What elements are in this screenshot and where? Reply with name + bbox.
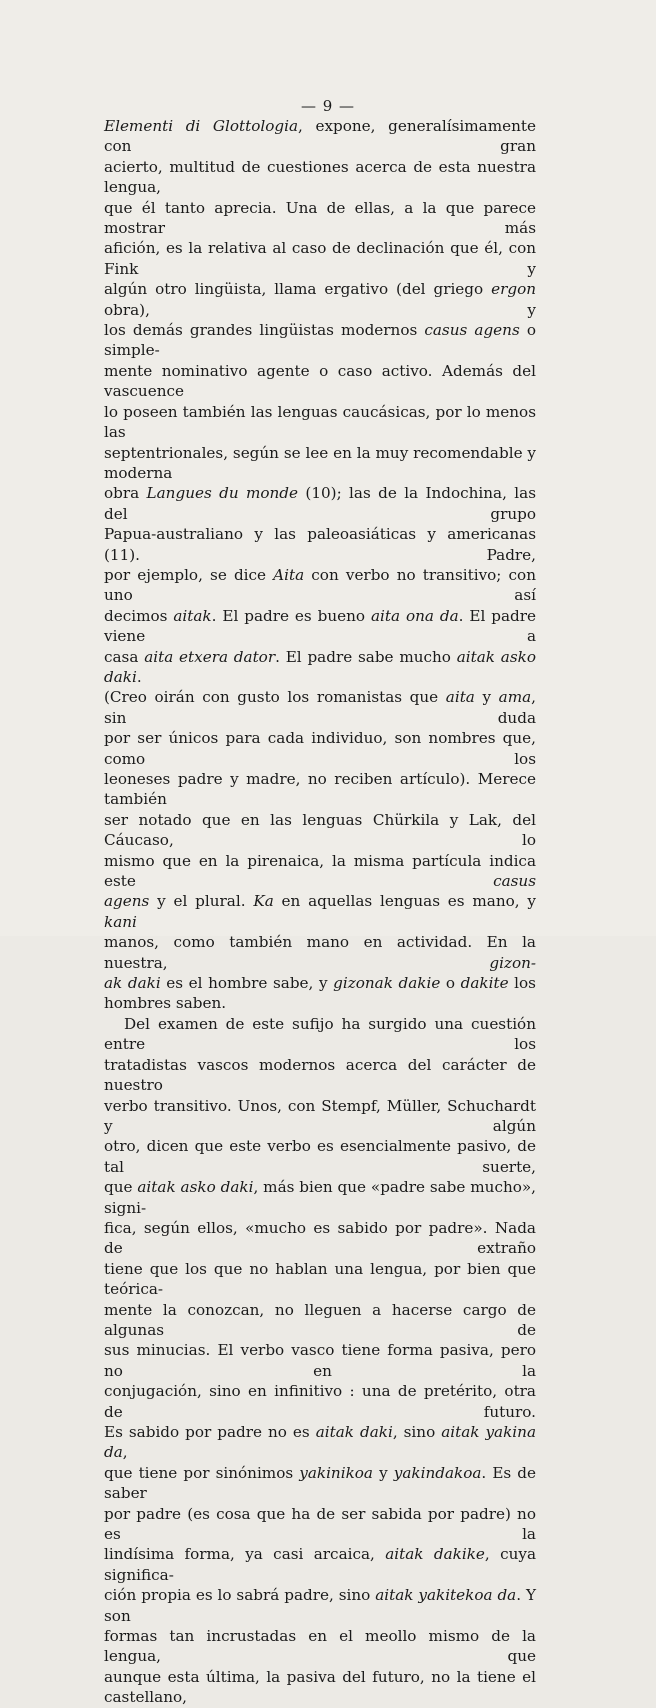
text-run: leoneses padre y madre, no reciben artículo). Merece también (104, 770, 536, 809)
text-run: , sino (392, 1423, 442, 1441)
text-run: conjugación, sino en infinitivo : una de pretérito, otra de futuro. (104, 1382, 536, 1421)
text-run: . El padre sabe mucho (275, 647, 457, 666)
italic-term: ergon (491, 280, 536, 299)
text-run: con verbo no transitivo; con uno así (104, 565, 536, 605)
text-run: otro, dicen que este verbo es esencialmente pasivo, de tal suerte, (104, 1137, 536, 1176)
text-line (104, 606, 536, 647)
text-line (104, 402, 536, 443)
text-run: sus minucias. El verbo vasco tiene forma pasiva, pero no en la (104, 1341, 536, 1380)
text-run: . El padre viene a (104, 606, 536, 646)
text-run: por ejemplo, se dice (104, 565, 274, 584)
text-line (104, 1300, 536, 1341)
text-run: en aquellas lenguas es mano, y (273, 892, 536, 911)
italic-term: dakite (460, 974, 509, 993)
text-run: (10); las de la Indochina, las del grupo (104, 484, 536, 523)
text-run: lo poseen también las lenguas caucásicas, por lo menos las (104, 402, 536, 442)
text-run: fica, según ellos, «mucho es sabido por padre». Nada de extraño (104, 1218, 536, 1258)
text-run: lindísima forma, ya casi arcaica, (104, 1545, 386, 1564)
text-run: los (508, 974, 536, 993)
text-line (104, 1667, 536, 1708)
italic-term: aitak daki (315, 1423, 393, 1441)
text-run: decimos (104, 606, 174, 625)
italic-term: aitak (173, 606, 212, 625)
text-run: obra), y (104, 300, 536, 319)
text-run: por padre (es cosa que ha de ser sabida por padre) no es la (104, 1504, 536, 1544)
text-run: . (136, 667, 142, 686)
text-run: tiene que los que no hablan una lengua, por bien que teórica- (104, 1259, 536, 1299)
text-run: y (372, 1463, 394, 1482)
text-run: . El padre es bueno (211, 606, 371, 625)
text-run: aunque esta última, la pasiva del futuro, no la tiene el castellano, (104, 1667, 536, 1707)
text-line (104, 238, 536, 279)
page-number: — 9 — (300, 97, 356, 115)
text-line (104, 1096, 536, 1137)
text-line (104, 198, 536, 239)
text-run: algún otro lingüista, llama ergativo (del griego (104, 280, 492, 299)
text-run: verbo transitivo. Unos, con Stempf, Müller, Schuchardt y algún (104, 1096, 536, 1135)
text-line (104, 279, 536, 320)
text-line (104, 1463, 536, 1504)
text-run: , más bien que «padre sabe mucho», signi- (104, 1178, 536, 1217)
text-line (104, 891, 536, 932)
italic-term: Aita (273, 565, 305, 584)
text-run: mente nominativo agente o caso activo. Además del vascuence (104, 361, 536, 401)
text-run: los demás grandes lingüistas modernos (104, 321, 425, 340)
text-run: es el hombre sabe, y (160, 974, 334, 993)
text-line (104, 157, 536, 198)
text-line (104, 483, 536, 524)
text-line (104, 687, 536, 728)
text-line (104, 1055, 536, 1096)
text-run: que él tanto aprecia. Una de ellas, a la que parece mostrar más (104, 198, 536, 238)
italic-term: aitak dakike (385, 1545, 485, 1564)
text-run: manos, como también mano en actividad. En la nuestra, (104, 933, 536, 972)
text-line (104, 320, 536, 361)
text-line (104, 932, 536, 973)
text-run: acierto, multitud de cuestiones acerca de esta nuestra lengua, (104, 157, 536, 197)
text-run: (Creo oirán con gusto los romanistas que (104, 688, 446, 707)
text-run: septentrionales, según se lee en la muy recomendable y moderna (104, 443, 536, 482)
italic-term: casus (493, 872, 536, 891)
italic-term: Langues du monde (146, 484, 299, 503)
text-run: hombres saben. (104, 994, 227, 1013)
text-line (104, 443, 536, 484)
text-line (104, 810, 536, 851)
text-line (104, 1177, 536, 1218)
text-line (104, 1504, 536, 1545)
text-line (104, 1544, 536, 1585)
text-line (104, 361, 536, 402)
italic-term: aitak yakitekoa da (375, 1586, 517, 1605)
text-run: formas tan incrustadas en el meollo mismo de la lengua, que (104, 1627, 536, 1666)
text-run: , cuya significa- (104, 1545, 536, 1584)
text-run: , expone, generalísimamente con gran (104, 117, 536, 156)
italic-term: Ka (253, 892, 274, 911)
text-run: ción propia es lo sabrá padre, sino (104, 1586, 376, 1605)
italic-term: aita etxera dator (144, 647, 276, 666)
italic-term: aitak asko daki (104, 647, 536, 686)
text-run: . Y son (104, 1586, 536, 1625)
body-text (104, 116, 536, 1708)
text-line (104, 524, 536, 565)
text-run: por ser únicos para cada individuo, son nombres que, como los (104, 729, 536, 768)
text-run: obra (104, 484, 147, 503)
text-run: y el plural. (149, 892, 254, 911)
italic-term: yakinikoa (299, 1463, 373, 1482)
text-line (104, 1340, 536, 1381)
text-line (104, 728, 536, 769)
text-line (104, 116, 536, 157)
italic-term: aita ona da (370, 606, 459, 625)
text-line (104, 1381, 536, 1422)
text-line (104, 1014, 536, 1055)
italic-term: ama (498, 688, 532, 707)
text-run: o (440, 974, 461, 993)
text-line (104, 647, 536, 688)
text-line (104, 993, 536, 1013)
text-run: . Es de saber (104, 1463, 536, 1503)
italic-term: aitak yakina da (104, 1423, 536, 1462)
text-line (104, 1422, 536, 1463)
text-run: ser notado que en las lenguas Chürkila y Lak, del Cáucaso, lo (104, 810, 536, 850)
text-line (104, 1259, 536, 1300)
text-run: Papua-australiano y las paleoasiáticas y americanas (11). Padre, (104, 525, 536, 564)
italic-term: casus agens (424, 321, 520, 340)
italic-term: agens (104, 892, 150, 911)
italic-term: kani (104, 912, 137, 931)
text-line (104, 1585, 536, 1626)
italic-term: aitak asko daki (137, 1178, 254, 1197)
text-run: o simple- (104, 321, 536, 360)
text-run: mismo que en la pirenaica, la misma partícula indica este (104, 851, 536, 891)
text-run: afición, es la relativa al caso de declinación que él, con Fink y (104, 239, 536, 278)
italic-term: yakindakoa (393, 1463, 482, 1482)
text-run: Del examen de este sufijo ha surgido una cuestión entre los (104, 1014, 536, 1054)
text-run: que (104, 1178, 138, 1197)
text-run: y (474, 688, 499, 707)
italic-term: gizonak dakie (333, 974, 441, 993)
text-run: , (122, 1443, 128, 1462)
text-run: que tiene por sinónimos (104, 1463, 300, 1482)
text-line (104, 769, 536, 810)
text-run: Es sabido por padre no es (104, 1423, 316, 1441)
text-line (104, 1626, 536, 1667)
text-run: casa (104, 647, 145, 666)
text-line (104, 1136, 536, 1177)
text-line (104, 565, 536, 606)
text-line (104, 1218, 536, 1259)
text-line (104, 851, 536, 892)
text-run: , sin duda (104, 688, 536, 727)
text-run: tratadistas vascos modernos acerca del carácter de nuestro (104, 1055, 536, 1095)
italic-term: Elementi di Glottologia (104, 117, 299, 135)
italic-term: aita (445, 688, 475, 707)
text-run: mente la conozcan, no lleguen a hacerse cargo de algunas de (104, 1300, 536, 1339)
text-line (104, 973, 536, 993)
italic-term: gizon- (489, 953, 536, 972)
italic-term: ak daki (104, 974, 161, 993)
